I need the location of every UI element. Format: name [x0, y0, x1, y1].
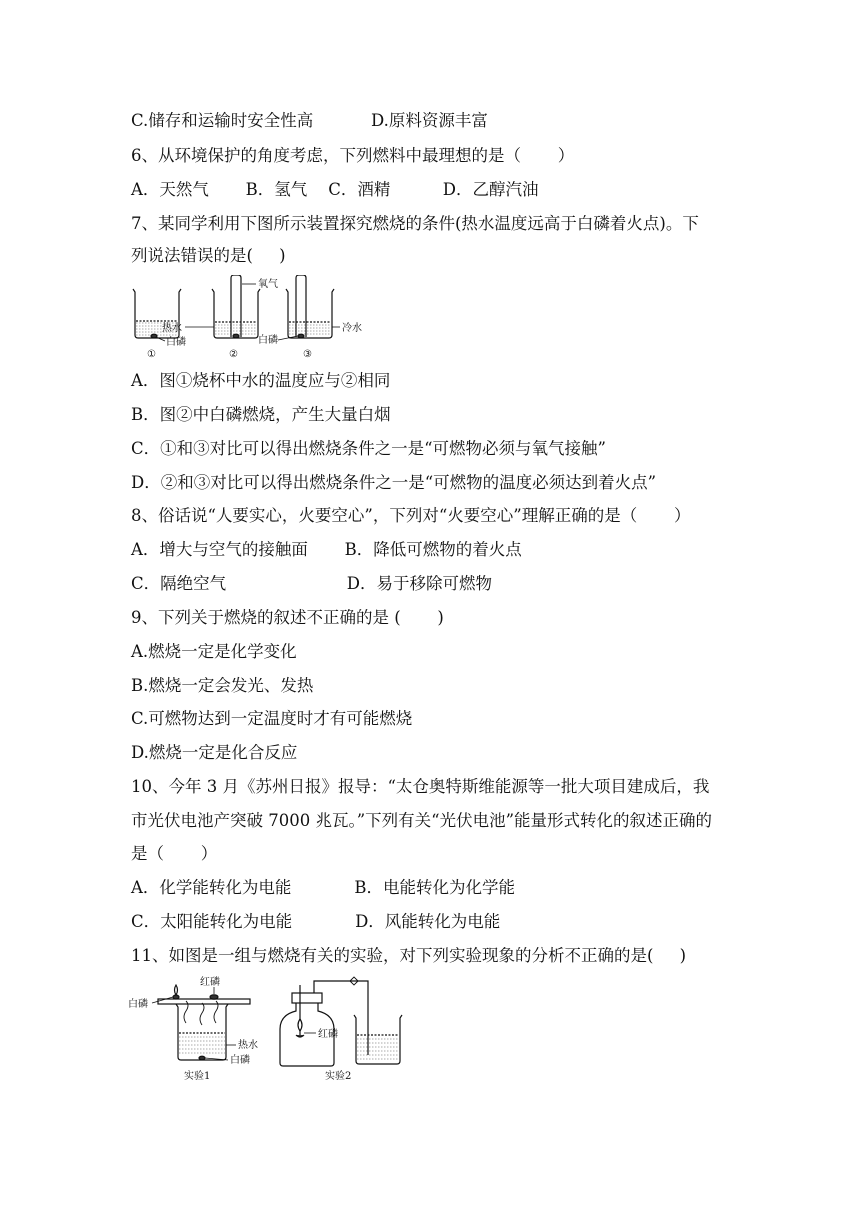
label-white-phosphorus-plate: 白磷	[128, 999, 148, 1010]
question-10-stem-2: 市光伏电池产突破 7000 兆瓦。”下列有关“光伏电池”能量形式转化的叙述正确的	[131, 811, 713, 830]
question-8-options-ab: A．增大与空气的接触面 B．降低可燃物的着火点	[131, 540, 522, 559]
figure-combustion-beakers	[128, 275, 368, 363]
question-7-option-c: C．①和③对比可以得出燃烧条件之一是“可燃物必须与氧气接触”	[131, 439, 606, 458]
question-10-options-ab: A．化学能转化为电能 B．电能转化为化学能	[131, 878, 515, 897]
question-9-option-a: A.燃烧一定是化学变化	[131, 642, 297, 661]
label-experiment-2: 实验2	[325, 1071, 352, 1082]
question-9-option-c: C.可燃物达到一定温度时才有可能燃烧	[131, 709, 413, 728]
label-oxygen: 氧气	[258, 279, 278, 290]
question-6-stem: 6、从环境保护的角度考虑，下列燃料中最理想的是（ ）	[131, 146, 575, 165]
question-7-stem-1: 7、某同学利用下图所示装置探究燃烧的条件(热水温度远高于白磷着火点)。下	[131, 214, 699, 233]
question-10-options-cd: C．太阳能转化为电能 D．风能转化为电能	[131, 912, 501, 931]
question-9-option-b: B.燃烧一定会发光、发热	[131, 676, 314, 695]
label-red-phosphorus-plate: 红磷	[200, 977, 220, 988]
question-7-stem-2: 列说法错误的是( )	[131, 246, 286, 265]
question-9-option-d: D.燃烧一定是化合反应	[131, 743, 298, 762]
label-experiment-1: 实验1	[184, 1071, 211, 1082]
question-10-stem-1: 10、今年 3 月《苏州日报》报导：“太仓奥特斯维能源等一批大项目建成后，我	[131, 777, 710, 796]
label-figure-2: ②	[229, 349, 238, 360]
label-white-phosphorus-bottom: 白磷	[230, 1055, 250, 1066]
question-11-stem: 11、如图是一组与燃烧有关的实验，对下列实验现象的分析不正确的是( )	[131, 946, 687, 965]
label-white-phosphorus-1: 白磷	[166, 337, 186, 348]
question-9-stem: 9、下列关于燃烧的叙述不正确的是 ( )	[131, 608, 444, 627]
figure-experiments	[128, 975, 428, 1085]
question-10-stem-3: 是（ ）	[131, 844, 218, 863]
label-red-phosphorus-exp2: 红磷	[318, 1029, 338, 1040]
beaker-2	[212, 275, 260, 338]
question-6-options: A．天然气 B．氢气 C．酒精 D．乙醇汽油	[131, 180, 539, 199]
label-white-phosphorus-2: 白磷	[258, 335, 278, 346]
beaker-3	[286, 275, 334, 338]
question-8-options-cd: C．隔绝空气 D．易于移除可燃物	[131, 574, 492, 593]
question-line-c-option: C.储存和运输时安全性高 D.原料资源丰富	[131, 111, 488, 130]
label-cold-water: 冷水	[342, 323, 362, 334]
question-7-option-d: D．②和③对比可以得出燃烧条件之一是“可燃物的温度必须达到着火点”	[131, 473, 657, 492]
label-figure-1: ①	[147, 349, 156, 360]
experiment-2-apparatus	[280, 977, 402, 1066]
label-hot-water: 热水	[162, 323, 182, 334]
label-hot-water-exp1: 热水	[238, 1040, 258, 1051]
label-figure-3: ③	[303, 349, 312, 360]
question-7-option-b: B．图②中白磷燃烧，产生大量白烟	[131, 405, 391, 424]
experiment-1-apparatus	[158, 985, 250, 1060]
question-7-option-a: A．图①烧杯中水的温度应与②相同	[131, 371, 391, 390]
question-8-stem: 8、俗话说“人要实心，火要空心”，下列对“火要空心”理解正确的是（ ）	[131, 506, 691, 525]
